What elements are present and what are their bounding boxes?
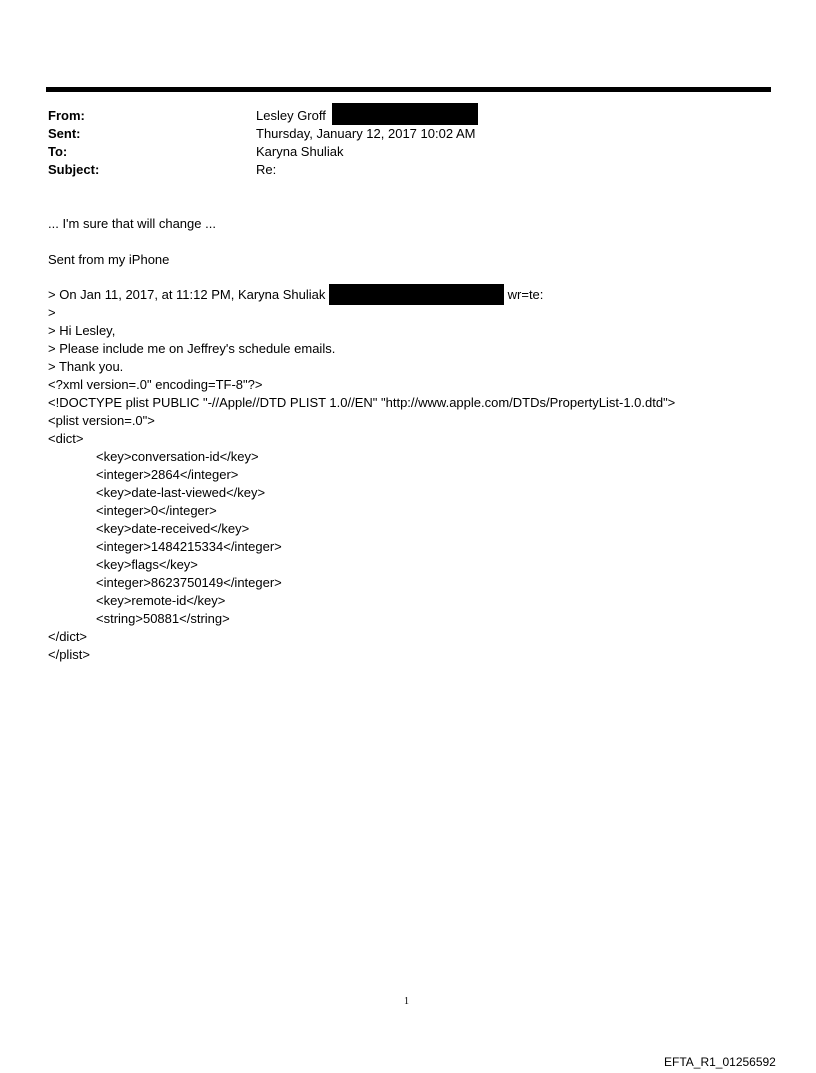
quoted-line: > Please include me on Jeffrey's schedule emails.	[48, 341, 336, 356]
xml-line: </plist>	[48, 647, 90, 662]
redaction-box	[329, 284, 504, 305]
xml-line: <key>conversation-id</key>	[96, 449, 259, 464]
sent-value: Thursday, January 12, 2017 10:02 AM	[256, 126, 476, 141]
body-line: ... I'm sure that will change ...	[48, 216, 216, 231]
sent-label: Sent:	[48, 126, 81, 141]
xml-line: <integer>2864</integer>	[96, 467, 239, 482]
xml-line: <integer>8623750149</integer>	[96, 575, 282, 590]
quote-header-text: > On Jan 11, 2017, at 11:12 PM, Karyna Shuliak	[48, 287, 326, 302]
quoted-line: >	[48, 305, 56, 320]
xml-line: <string>50881</string>	[96, 611, 230, 626]
redaction-box	[332, 103, 478, 125]
to-value: Karyna Shuliak	[256, 144, 344, 159]
xml-line: <plist version=.0">	[48, 413, 155, 428]
xml-line: <?xml version=.0" encoding=TF-8"?>	[48, 377, 263, 392]
xml-line: <key>flags</key>	[96, 557, 198, 572]
xml-line: <integer>1484215334</integer>	[96, 539, 282, 554]
from-label: From:	[48, 108, 85, 123]
header-rule	[46, 87, 771, 92]
quoted-line: > Thank you.	[48, 359, 124, 374]
xml-line: <dict>	[48, 431, 84, 446]
bates-number: EFTA_R1_01256592	[664, 1055, 776, 1069]
from-name: Lesley Groff	[256, 108, 326, 123]
quote-header-suffix: wr=te:	[507, 287, 544, 302]
xml-line: <key>remote-id</key>	[96, 593, 226, 608]
signature-line: Sent from my iPhone	[48, 252, 170, 267]
xml-line: <!DOCTYPE plist PUBLIC "-//Apple//DTD PLIST 1.0//EN" "http://www.apple.com/DTDs/PropertyList-1.0.dtd">	[48, 395, 676, 410]
xml-line: <key>date-last-viewed</key>	[96, 485, 266, 500]
page-number: 1	[404, 996, 409, 1007]
subject-label: Subject:	[48, 162, 100, 177]
quote-header	[48, 287, 543, 305]
xml-line: <integer>0</integer>	[96, 503, 217, 518]
from-value	[256, 108, 478, 125]
xml-line: </dict>	[48, 629, 88, 644]
subject-value: Re:	[256, 162, 277, 177]
xml-line: <key>date-received</key>	[96, 521, 250, 536]
to-label: To:	[48, 144, 68, 159]
quoted-line: > Hi Lesley,	[48, 323, 116, 338]
